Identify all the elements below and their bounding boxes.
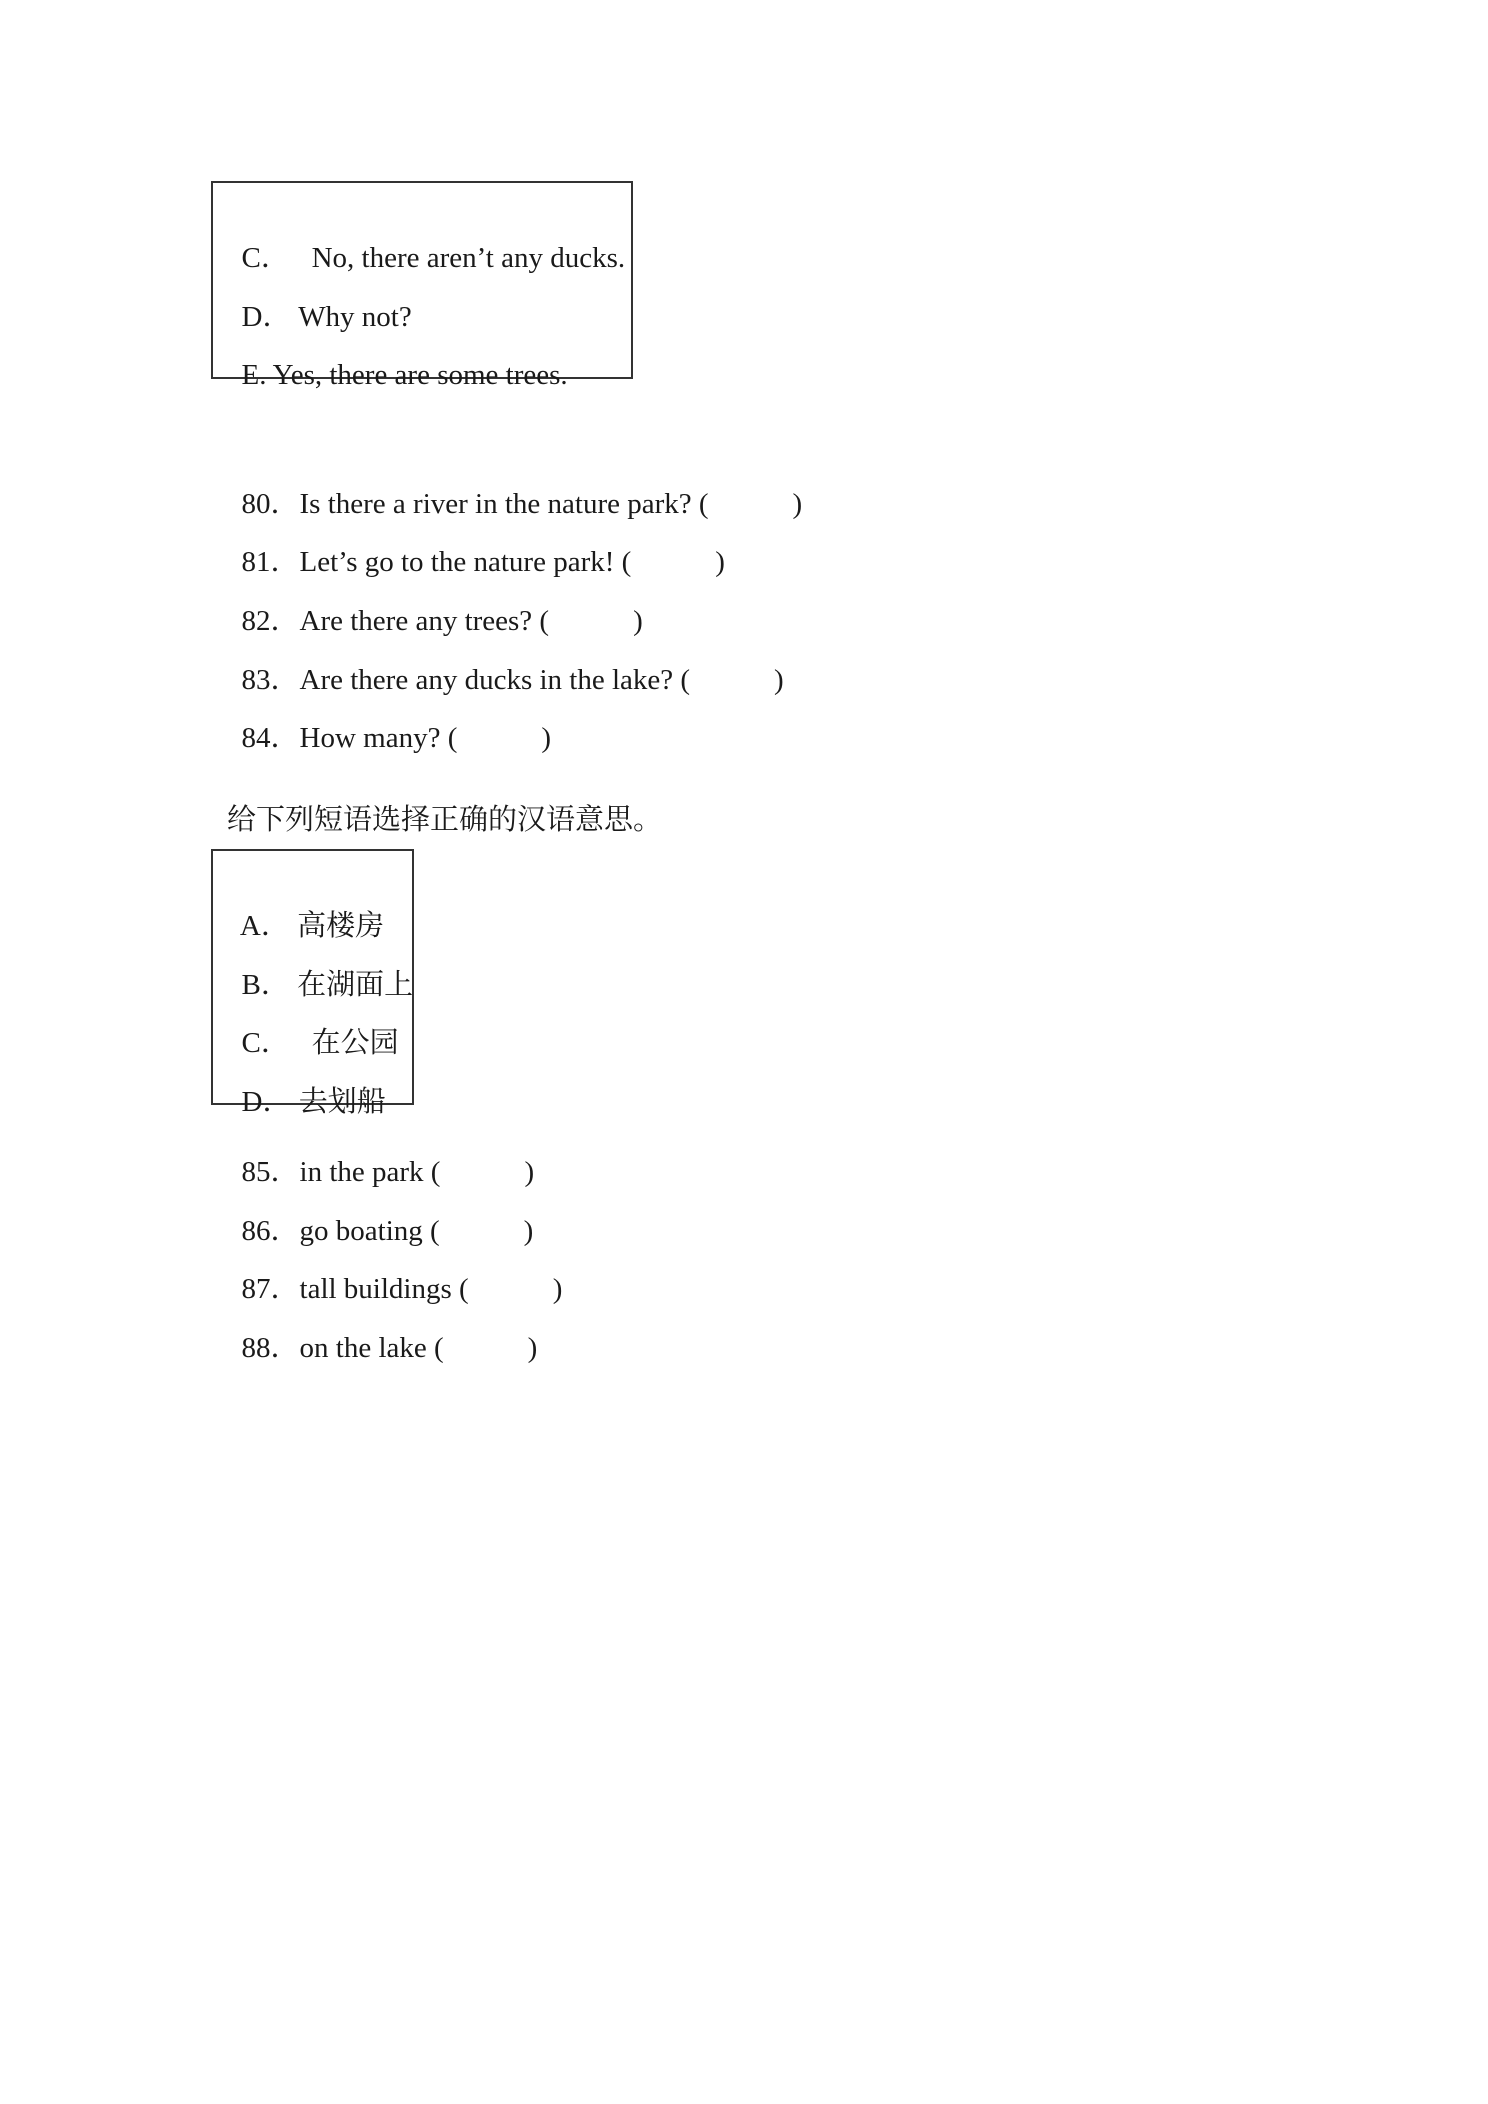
question-number: 83．: [241, 664, 300, 696]
question-number: 86．: [241, 1215, 300, 1247]
question-84: 84．How many? ( ): [241, 722, 552, 754]
option-label: D．: [241, 1086, 292, 1118]
question-83: 83．Are there any ducks in the lake? ( ): [241, 664, 784, 696]
question-81: 81．Let’s go to the nature park! ( ): [241, 546, 725, 578]
option-text: 在公园: [311, 1027, 399, 1059]
question-number: 84．: [241, 722, 300, 754]
option-label: E.: [241, 359, 267, 391]
question-number: 81．: [241, 546, 300, 578]
question-number: 88．: [241, 1332, 300, 1364]
question-87: 87．tall buildings ( ): [241, 1273, 563, 1305]
question-80: 80．Is there a river in the nature park? ( ): [241, 488, 803, 520]
section-instruction: 给下列短语选择正确的汉语意思。: [227, 804, 663, 836]
question-number: 87．: [241, 1273, 300, 1305]
question-number: 85．: [241, 1156, 300, 1188]
option-text: 去划船: [298, 1086, 386, 1118]
option-text: 高楼房: [297, 910, 385, 942]
question-text: Are there any trees? (: [299, 605, 550, 637]
option-text: Yes, there are some trees.: [272, 359, 568, 391]
question-text: tall buildings (: [299, 1273, 469, 1305]
question-text: in the park (: [299, 1156, 441, 1188]
question-88: 88．on the lake ( ): [241, 1332, 538, 1364]
question-text: Is there a river in the nature park? (: [299, 488, 709, 520]
question-text: on the lake (: [299, 1332, 444, 1364]
option-label: C．: [241, 242, 290, 274]
question-text: Let’s go to the nature park! (: [299, 546, 632, 578]
option-e: [227, 321, 568, 393]
option-d: [227, 1048, 386, 1120]
question-number: 82．: [241, 605, 300, 637]
option-text: Why not?: [298, 301, 412, 333]
question-82: 82．Are there any trees? ( ): [241, 605, 643, 637]
option-label: C．: [241, 1027, 290, 1059]
option-label: A．: [239, 910, 290, 942]
question-85: 85．in the park ( ): [241, 1156, 535, 1188]
question-number: 80．: [241, 488, 300, 520]
option-text: No, there aren’t any ducks.: [311, 242, 626, 274]
option-label: D．: [241, 301, 292, 333]
option-label: B．: [241, 969, 290, 1001]
question-text: go boating (: [299, 1215, 440, 1247]
option-text: 在湖面上: [297, 969, 414, 1001]
question-text: Are there any ducks in the lake? (: [299, 664, 691, 696]
question-text: How many? (: [299, 722, 458, 754]
question-86: 86．go boating ( ): [241, 1215, 534, 1247]
